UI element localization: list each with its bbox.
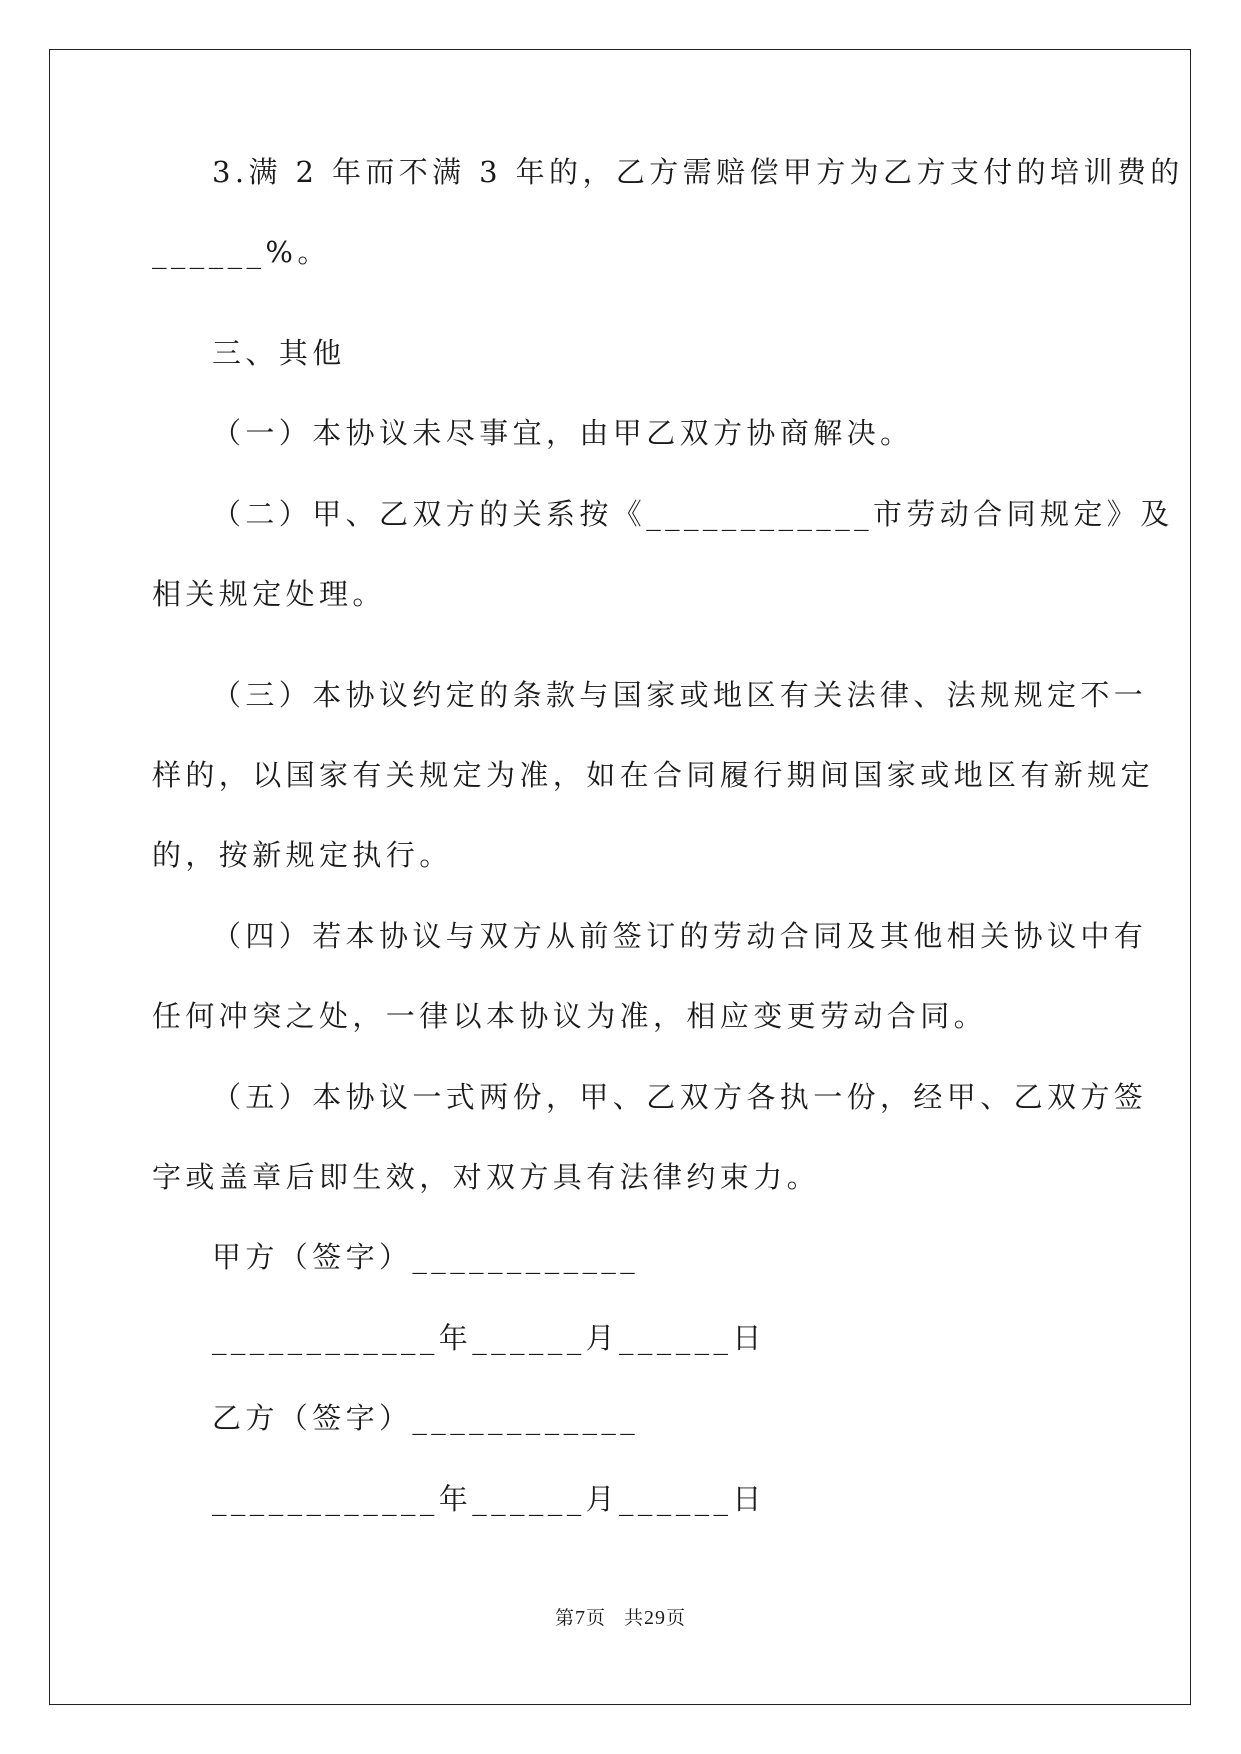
total-prefix: 共	[624, 1607, 645, 1629]
page-prefix: 第	[554, 1607, 575, 1629]
paragraph-line: 3.满 2 年而不满 3 年的，乙方需赔偿甲方为乙方支付的培训费的	[212, 155, 1184, 189]
paragraph-line: （五）本协议一式两份，甲、乙双方各执一份，经甲、乙双方签	[212, 1080, 1148, 1114]
paragraph-line: （二）甲、乙双方的关系按《____________市劳动合同规定》及	[212, 497, 1174, 531]
paragraph-line: 样的，以国家有关规定为准，如在合同履行期间国家或地区有新规定	[152, 758, 1155, 792]
party-b-date: ____________年______月______日	[212, 1482, 766, 1516]
paragraph-line: 相关规定处理。	[152, 577, 386, 611]
paragraph-line: （四）若本协议与双方从前签订的劳动合同及其他相关协议中有	[212, 919, 1148, 953]
paragraph-line: ______%。	[152, 235, 331, 269]
page-number: 7	[574, 1607, 586, 1629]
page-suffix: 页	[585, 1607, 606, 1629]
paragraph-line: （三）本协议约定的条款与国家或地区有关法律、法规规定不一	[212, 678, 1148, 712]
paragraph-line: 的，按新规定执行。	[152, 838, 453, 872]
party-b-signature: 乙方（签字）____________	[212, 1401, 640, 1435]
paragraph-line: （一）本协议未尽事宜，由甲乙双方协商解决。	[212, 416, 914, 450]
section-heading: 三、其他	[212, 336, 346, 370]
party-a-date: ____________年______月______日	[212, 1321, 766, 1355]
party-a-signature: 甲方（签字）____________	[212, 1240, 640, 1274]
page-footer	[0, 1606, 1241, 1630]
page-border	[49, 49, 1191, 1705]
paragraph-line: 字或盖章后即生效，对双方具有法律约束力。	[152, 1160, 821, 1194]
total-pages: 29	[644, 1607, 667, 1629]
paragraph-line: 任何冲突之处，一律以本协议为准，相应变更劳动合同。	[152, 999, 988, 1033]
total-suffix: 页	[666, 1607, 687, 1629]
